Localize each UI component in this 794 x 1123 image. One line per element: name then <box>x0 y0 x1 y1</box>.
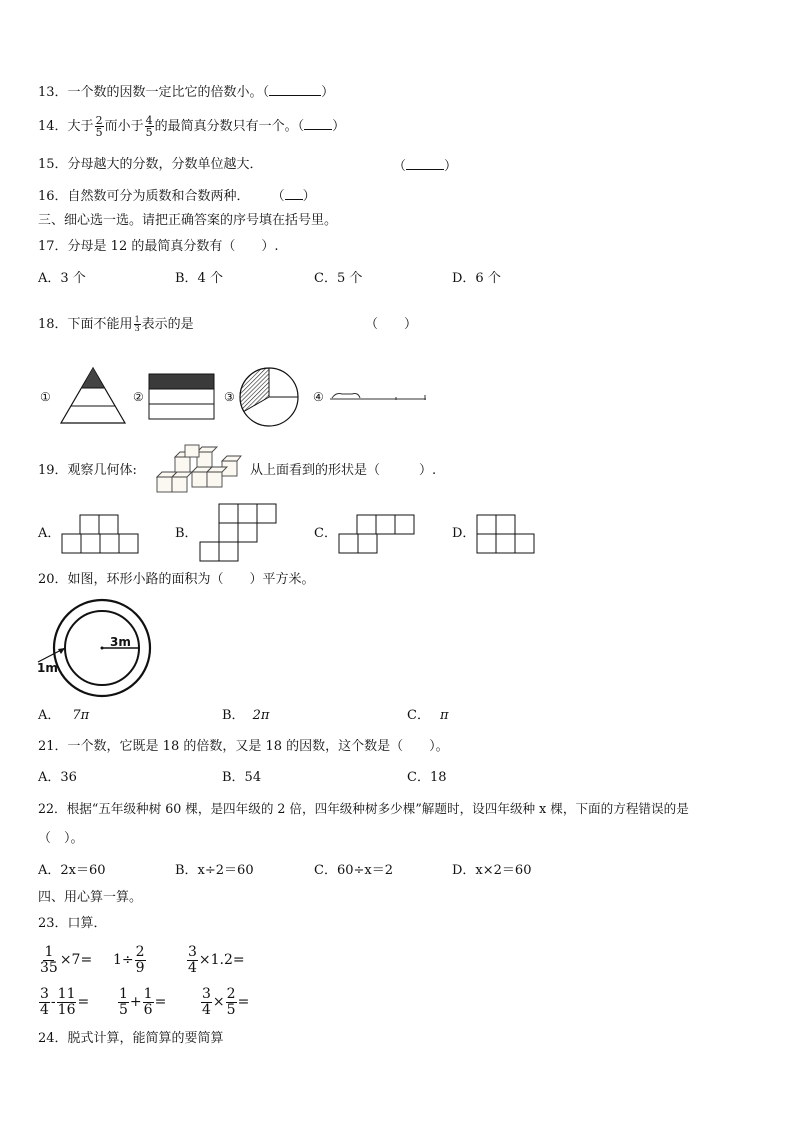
option-a[interactable]: A． 7π <box>38 708 90 723</box>
fraction-1-3: $\frac{1}{3}$ <box>134 315 140 333</box>
option-a-shape <box>61 514 141 554</box>
option-b-shape <box>199 503 279 563</box>
option-c[interactable]: C．60÷x＝2 <box>314 863 393 878</box>
option-b[interactable]: B． <box>175 526 198 541</box>
oral-calc-4: $\frac{3}{4}$ - $\frac{11}{16}$ = <box>40 985 90 1018</box>
option-a[interactable]: A．2x＝60 <box>38 863 106 878</box>
triangle-figure <box>58 366 128 426</box>
option-c-shape <box>338 514 418 554</box>
answer-blank[interactable] <box>406 157 444 170</box>
cube-solid-figure <box>155 443 241 495</box>
option-c[interactable]: C． π <box>407 708 449 723</box>
inner-radius-label: 3m <box>110 635 131 649</box>
section-3-heading: 三、细心选一选。请把正确答案的序号填在括号里。 <box>38 213 338 228</box>
ring-width-label: 1m <box>37 661 58 675</box>
figure-label-4: ④ <box>313 390 324 404</box>
figure-label-3: ③ <box>224 390 235 404</box>
question-19: 19．观察几何体: <box>38 463 137 478</box>
figure-label-1: ① <box>40 390 51 404</box>
ring-path-figure <box>36 598 160 700</box>
option-d-shape <box>476 514 538 554</box>
question-18: 18．下面不能用 $\frac{1}{3}$ 表示的是 <box>38 315 194 333</box>
question-22: 22．根据“五年级种树 60 棵，是四年级的 2 倍，四年级种树多少棵”解题时，设四年级种 x 棵，下面的方程错误的是 <box>38 801 689 816</box>
option-c[interactable]: C．5 个 <box>314 271 363 286</box>
question-21: 21．一个数，它既是 18 的倍数，又是 18 的因数，这个数是（ ）。 <box>38 739 449 754</box>
question-23: 23．口算． <box>38 916 107 931</box>
option-c[interactable]: C． <box>314 526 337 541</box>
option-a[interactable]: A． <box>38 526 61 541</box>
fraction-2-5: $\frac{2}{5}$ <box>95 114 103 139</box>
question-18-paren: （ ） <box>365 317 418 332</box>
question-15: 15．分母越大的分数，分数单位越大． <box>38 157 263 172</box>
question-14: 14．大于 $\frac{2}{5}$ 而小于 $\frac{4}{5}$ 的最简真分数只有一个。（ ） <box>38 114 346 139</box>
option-b[interactable]: B．4 个 <box>175 271 223 286</box>
option-c[interactable]: C．18 <box>407 770 447 785</box>
question-20: 20．如图，环形小路的面积为（ ）平方米。 <box>38 572 315 587</box>
figure-label-2: ② <box>133 390 144 404</box>
oral-calc-6: $\frac{3}{4}$ × $\frac{2}{5}$ = <box>202 985 250 1018</box>
option-d[interactable]: D．x×2＝60 <box>452 863 532 878</box>
answer-blank[interactable] <box>304 117 332 130</box>
answer-blank[interactable] <box>285 187 303 200</box>
option-b[interactable]: B． 2π <box>222 708 270 723</box>
oral-calc-1: $\frac{1}{35}$ ×7= <box>40 943 93 976</box>
option-a[interactable]: A．36 <box>38 770 77 785</box>
question-17: 17．分母是 12 的最简真分数有（ ）. <box>38 239 279 254</box>
question-13: 13．一个数的因数一定比它的倍数小。（ ） <box>38 85 335 100</box>
rectangle-figure <box>148 373 216 421</box>
segment-figure <box>328 390 428 404</box>
option-d[interactable]: D．6 个 <box>452 271 501 286</box>
oral-calc-2: 1÷ $\frac{2}{9}$ <box>113 943 145 976</box>
oral-calc-3: $\frac{3}{4}$ ×1.2= <box>188 943 245 976</box>
question-22-paren: （ ）。 <box>38 831 84 846</box>
oral-calc-5: $\frac{1}{5}$ + $\frac{1}{6}$ = <box>119 985 167 1018</box>
answer-blank[interactable] <box>269 83 321 96</box>
question-16: 16．自然数可分为质数和合数两种． （ ） <box>38 189 316 204</box>
circle-figure <box>238 366 300 428</box>
option-a[interactable]: A．3 个 <box>38 271 86 286</box>
section-4-heading: 四、用心算一算。 <box>38 890 143 905</box>
option-b[interactable]: B．x÷2＝60 <box>175 863 254 878</box>
fraction-4-5: $\frac{4}{5}$ <box>145 114 153 139</box>
question-15-paren: （ ） <box>393 159 458 174</box>
question-24: 24．脱式计算，能简算的要简算 <box>38 1031 224 1046</box>
question-19-prompt: 从上面看到的形状是（ ）. <box>250 463 437 478</box>
option-b[interactable]: B．54 <box>222 770 262 785</box>
option-d[interactable]: D． <box>452 526 476 541</box>
